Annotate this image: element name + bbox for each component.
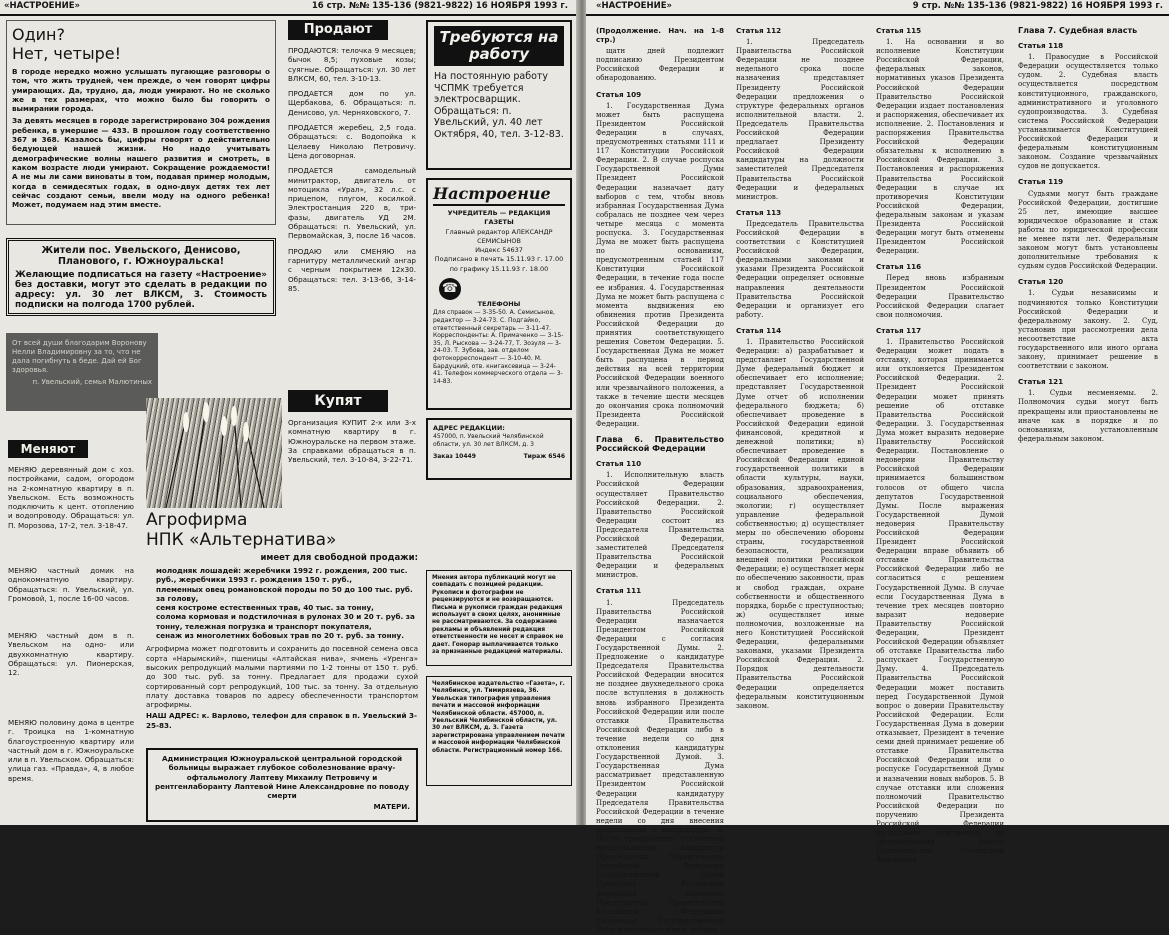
masthead-index: Индекс 54637	[475, 246, 523, 255]
agrofirm-item-3: семя костроме естественных трав, 40 тыс. за тонну,	[156, 603, 374, 613]
article-heading: Статья 119	[1018, 177, 1064, 187]
article-heading: Статья 109	[596, 89, 642, 99]
exchange-ad-text: МЕНЯЮ деревянный дом с хоз. постройками, садом, огородом на 2-комнатную квартиру в п. Увельском. Есть возможность подключить к цент. отоплению и водопроводу. Обращаться: ул. П. Морозова, 17-2, тел. 3-18-47.	[8, 465, 134, 530]
jobs-heading-text: Требуются на работу	[439, 28, 559, 63]
exchange-ad-3	[8, 631, 134, 679]
agrofirm-title-2: НПК «Альтернатива»	[146, 530, 337, 550]
left-header	[0, 0, 578, 16]
chapter-heading: Глава 7. Судебная власть	[1018, 26, 1138, 35]
buy-heading-text: Купят	[314, 393, 362, 409]
masthead-signed-2: по графику 15.11.93 г. 18.00	[449, 264, 549, 273]
right-header-section: «НАСТРОЕНИЕ»	[596, 1, 673, 11]
article-text: 1. На основании и во исполнение Конституции Российской Федерации, федеральных законов, нормативных указов Президента Российской Федерации Правительство Российской Федерации издает постановления и распоряжения, обеспечивает их исполнение. 2. Постановления и распоряжения Правительства Российской Федерации обязательны к исполнению в Российской Федерации. 3. Постановления и распоряжения Правительства Российской Федерации в случае их противоречия Конституции Российской Федерации, федеральным законам и указам Президента Российской Федерации могут быть отменены Президентом Российской Федерации.	[876, 38, 1004, 256]
agrofirm-item-4: солома кормовая и подстилочная в рулонах 30 и 20 т. руб. за тонну, тележная погрузка и транспорт покупателя,	[156, 612, 415, 631]
article-heading: Статья 110	[596, 459, 642, 469]
article-text: 1. Правительство Российской Федерации: а) разрабатывает и представляет Государственной Думе федеральный бюджет и обеспечивает его исполнение; представляет Государственной Думе отчет об исполнении федерального бюджета; б) обеспечивает проведение в Российской Федерации единой финансовой, кредитной и денежной политики; в) обеспечивает проведение в Российской Федерации единой государственной политики в области культуры, науки, образования, здравоохранения, социального обеспечения, экологии; г) осуществляет управление федеральной собственностью; д) осуществляет меры по обеспечению обороны страны, государственной безопасности, реализации внешней политики Российской Федерации; е) осуществляет меры по обеспечению законности, прав и свобод граждан, охране собственности и общественного порядка, борьбе с преступностью; ж) осуществляет иные полномочия, возложенные на него Конституцией Российской Федерации, федеральными законами, указами Президента Российской Федерации. 2. Порядок деятельности Правительства Российской Федерации определяется федеральным конституционным законом.	[736, 338, 864, 710]
hospital-condolence	[146, 748, 418, 822]
condolence-body: От всей души благодарим Воронову Нелли Владимировну за то, что не дала погибнуть в беде. Дай ей Бог здоровья.	[12, 339, 147, 374]
exchange-ad-4	[8, 718, 134, 818]
article-heading: Статья 113	[736, 207, 782, 217]
article-text: Председатель Правительства Российской Федерации в соответствии с Конституцией Российской Федерации, федеральными законами и указами Президента Российской Федерации определяет основные направления деятельности Правительства Российской Федерации и организует его работу.	[736, 219, 864, 319]
agrofirm-item-5: сенаж из многолетних бобовых трав по 20 т. руб. за тонну.	[156, 631, 404, 641]
article-heading: Статья 114	[736, 325, 782, 335]
jobs-body: На постоянную работу ЧСПМК требуется электросварщик. Обращаться: п. Увельский, ул. 40 лет Октября, 40, тел. 3-12-83.	[434, 71, 564, 140]
demography-lead: В городе нередко можно услышать пугающие разговоры о том, что жить трудней, чем прежде, о чем говорят цифры умирающих. Да, трудно, да, люди умирают. Но не сколько же в тех размерах, что можно было бы говорить о вымирании города.	[12, 67, 270, 114]
article-heading: Статья 116	[876, 262, 922, 272]
subscription-body: Желающие подписаться на газету «Настроение» без доставки, могут это сделать в редакции по адресу: ул. 30 лет ВЛКСМ, 3. Стоимость подписки на полгода 1700 рублей.	[15, 270, 267, 310]
address-order: Заказ 10449	[433, 453, 476, 461]
subscription-title: Жители пос. Увельского, Денисово, Планового, г. Южноуральска!	[41, 245, 241, 267]
hospital-body: Администрация Южноуральской центральной городской больницы выражает глубокое соболезнование врачу-офтальмологу Лаптеву Михаилу Петровичу и рентгенлаборанту Лаптевой Нине Александровне по поводу смерти	[154, 754, 410, 801]
address-box	[426, 418, 572, 480]
address-body: 457000, п. Увельский Челябинской области, ул. 30 лет ВЛКСМ, д. 3	[433, 433, 544, 448]
article-heading: Статья 118	[1018, 41, 1064, 51]
article-heading: Статья 121	[1018, 377, 1064, 387]
jobs-ad	[426, 20, 572, 170]
hospital-sign: МАТЕРИ.	[373, 802, 410, 812]
masthead-phones-title: ТЕЛЕФОНЫ	[477, 300, 521, 309]
jobs-heading	[434, 26, 564, 66]
sell-ads	[288, 46, 416, 346]
sell-heading-text: Продают	[303, 22, 373, 37]
subscription-box	[6, 238, 276, 316]
printer-text: Челябинское издательство «Газета», г. Челябинск, ул. Тимирязева, 36. Увельская типография управления печати и массовой информации Челябинской области. 457000, п. Увельский Челябинской области, ул. 30 лет ВЛКСМ, д. 3. Газета зарегистрирована управлением печати и массовой информации Челябинской области. Регистрационный номер 166.	[432, 681, 565, 754]
demography-body: За девять месяцев в городе зарегистрировано 304 рождения ребенка, в умершие — 433. В прошлом году соответственно 367 и 368. Казалось бы, цифры говорят о действительно бедующей нашей жизни. Но надо учитывать демографические волны нашего развития и смотреть, в каком возрасте люди умирают. Сокращение рождаемости! А не мы ли сами виноваты в том, подавая пример молодым, когда в семидесятых годах, в одно-двух детях тех лет сейчас создают семьи, ввели моду на одного ребенка! Может, подумаем над этим вместе.	[12, 116, 270, 210]
right-header-issue: 9 стр. №№ 135-136 (9821-9822) 16 НОЯБРЯ 1993 г.	[912, 1, 1163, 11]
article-heading: Статья 111	[596, 586, 642, 596]
exchange-ad-2	[8, 566, 134, 624]
sell-ad-1: ПРОДАЮТСЯ: телочка 9 месяцев; бычок 8,5; пуховые козы; суягные. Обращаться: ул. 30 лет ВЛКСМ, 60, тел. 3-10-13.	[288, 46, 416, 83]
article-text: 1. Правосудие в Российской Федерации осуществляется только судом. 2. Судебная власть осуществляется посредством конституционного, гражданского, административного и уголовного судопроизводства. 3. Судебная система Российской Федерации устанавливается Конституцией Российской Федерации и федеральным конституционным законом. Создание чрезвычайных судов не допускается.	[1018, 53, 1158, 171]
disclaimer-box	[426, 570, 572, 666]
article-text: 1. Председатель Правительства Российской Федерации назначается Президентом Российской Федерации с согласия Государственной Думы. 2. Предложение о кандидатуре Председателя Правительства Российской Федерации вносится не позднее двухнедельного срока после вступления в должность вновь избранного Президента Российской Федерации или после отставки Правительства Российской Федерации либо в течение недели со дня отклонения кандидатуры Государственной Думой. 3. Государственная Дума рассматривает представленную Президентом Российской Федерации кандидатуру Председателя Правительства Российской Федерации в течение недели со дня внесения предложения о кандидатуре. 4. После трехкратного отклонения представленных кандидатур Председателя Правительства Российской Федерации Государственной Думой Президент Российской Федерации назначает Председателя Правительства Российской Федерации, распускает Государственную Думу и назначает новые выборы.	[596, 598, 724, 934]
demography-article	[6, 20, 276, 225]
constitution-continuation: (Продолжение. Нач. на 1-8 стр.)	[596, 26, 724, 45]
article-text: 1. Председатель Правительства Российской Федерации не позднее недельного срока после назначения представляет Президенту Российской Федерации предложения о структуре федеральных органов исполнительной власти. 2. Председатель Правительства Российской Федерации предлагает Президенту Российской Федерации кандидатуры на должности заместителей Председателя Правительства Российской Федерации и федеральных министров.	[736, 38, 864, 201]
exchange-ad-1	[8, 465, 134, 555]
article-heading: Статья 120	[1018, 277, 1064, 287]
right-page	[586, 0, 1169, 934]
exchange-ad-text: МЕНЯЮ частный домик на однокомнатную квартиру. Обращаться: п. Увельский, ул. Громовой, 1, после 16-00 часов.	[8, 566, 134, 603]
printer-box	[426, 676, 572, 786]
article-text: Перед вновь избранным Президентом Российской Федерации Правительство Российской Федерации слагает свои полномочия.	[876, 274, 1004, 319]
telephone-icon: ☎	[439, 278, 461, 300]
sell-heading	[288, 20, 388, 40]
masthead-title: Настроение	[433, 184, 565, 206]
exchange-heading-text: Меняют	[20, 442, 76, 456]
chapter-heading: Глава 6. Правительство Российской Федерации	[596, 435, 724, 454]
article-text: 1. Государственная Дума может быть распущена Президентом Российской Федерации в случаях, предусмотренных статьями 111 и 117 Конституции Российской Федерации. 2. В случае роспуска Государственной Думы Президент Российской Федерации назначает дату выборов с тем, чтобы вновь избранная Государственная Дума собралась не позднее чем через четыре месяца с момента роспуска. 3. Государственная Дума не может быть распущена по основаниям, предусмотренным статьей 117 Конституции Российской Федерации, в течение года после ее избрания. 4. Государственная Дума не может быть распущена с момента выдвижения ею обвинения против Президента Российской Федерации до принятия соответствующего решения Советом Федерации. 5. Государственная Дума не может быть распущена в период действия на всей территории Российской Федерации военного или чрезвычайного положения, а также в течение шести месяцев до окончания срока полномочий Президента Российской Федерации.	[596, 101, 724, 428]
sell-ad-2: ПРОДАЕТСЯ дом по ул. Щербакова, 6. Обращаться: п. Денисово, ул. Черняховского, 7.	[288, 89, 416, 117]
article-heading: Статья 115	[876, 26, 922, 35]
agrofirm-subtitle: имеет для свободной продажи:	[260, 553, 418, 563]
disclaimer-text: Мнения автора публикаций могут не совпадать с позицией редакции. Рукописи и фотографии не рецензируются и не возвращаются. Письма и рукописи граждан редакция использует в своих целях, анонимные не рассматриваются. За содержание рекламы и объявлений редакция ответственности не несет и справок не дает. Гонорар выплачивается только за признанные редакцией материалы.	[432, 575, 564, 656]
sell-ad-5: ПРОДАЮ или СМЕНЯЮ на гарнитуру металлический ангар с черным покрытием 12х30. Обращаться: тел. 3-13-66, 3-14-85.	[288, 246, 416, 293]
agrofirm-title-1: Агрофирма	[146, 510, 248, 530]
left-page	[0, 0, 578, 825]
wheat-photo	[146, 398, 282, 508]
constitution-column-2	[736, 20, 864, 820]
article-text: Судьями могут быть граждане Российской Федерации, достигшие 25 лет, имеющие высшее юридическое образование и стаж работы по юридической профессии не менее пяти лет. Федеральным законом могут быть установлены дополнительные требования к судьям судов Российской Федерации.	[1018, 189, 1158, 271]
article-text: 1. Правительство Российской Федерации может подать в отставку, которая принимается или отклоняется Президентом Российской Федерации. 2. Президент Российской Федерации может принять решение об отставке Правительства Российской Федерации. 3. Государственная Дума может выразить недоверие Правительству Российской Федерации. Постановление о недоверии Правительству Российской Федерации принимается большинством голосов от общего числа депутатов Государственной Думы. После выражения Государственной Думой недоверия Правительству Российской Федерации Президент Российской Федерации вправе объявить об отставке Правительства Российской Федерации либо не согласиться с решением Государственной Думы. В случае если Государственная Дума в течение трех месяцев повторно выразит недоверие Правительству Российской Федерации, Президент Российской Федерации объявляет об отставке Правительства либо распускает Государственную Думу. 4. Председатель Правительства Российской Федерации может поставить перед Государственной Думой вопрос о доверии Правительству Российской Федерации. Если Государственная Дума в доверии отказывает, Президент в течение семи дней принимает решение об отставке Правительства Российской Федерации или о роспуске Государственной Думы и назначении новых выборов. 5. В случае отставки или сложения полномочий Правительство Российской Федерации по поручению Президента Российской Федерации продолжает действовать до сформирования нового Правительства Российской Федерации.	[876, 338, 1004, 865]
condolence-box	[6, 333, 158, 411]
exchange-ad-text: МЕНЯЮ частный дом в п. Увельском на одно- или двухкомнатную квартиру. Обращаться: ул. Пионерская, 12.	[8, 631, 134, 678]
agrofirm-item-1: молодняк лошадей: жеребчики 1992 г. рождения, 200 тыс. руб., жеребчики 1993 г. рождения 150 т. руб.,	[156, 566, 408, 585]
agrofirm-address: НАШ АДРЕС: к. Варлово, телефон для справок в п. Увельский 3-25-83.	[146, 711, 417, 730]
buy-ad-1: Организация КУПИТ 2-х или 3-х комнатную квартиру в г. Южноуральске на первом этаже. За справками обращаться в п. Увельский, тел. 3-10-84, 3-22-71.	[288, 418, 416, 465]
article-heading: Статья 117	[876, 325, 922, 335]
masthead-editor: Главный редактор АЛЕКСАНДР СЕМИСЫНОВ	[445, 227, 553, 245]
left-header-section: «НАСТРОЕНИЕ»	[4, 1, 81, 11]
article-text: 1. Исполнительную власть Российской Федерации осуществляет Правительство Российской Федерации. 2. Правительство Российской Федерации состоит из Председателя Правительства Российской Федерации, заместителей Председателя Правительства Российской Федерации и федеральных министров.	[596, 471, 724, 580]
agrofirm-body: Агрофирма может подготовить и сохранить до посевной семена овса сорта «Нарымский», пшеницы «Алтайская нива», ячмень «Уренга» высоких репродукций малыми партиями по 1-2 тонны от 150 т. руб. до 300 тыс. руб. за тонну. Предлагает для продажи сухой сортированный сорт репродукций, 100 тыс. за тонну. За отдельную плату доставка товаров по адресу обеспеченности транспортом агрофирмы.	[146, 644, 418, 710]
masthead-box	[426, 178, 572, 410]
exchange-heading	[8, 440, 88, 458]
article-text: 1. Судьи несменяемы. 2. Полномочия судьи могут быть прекращены или приостановлены не иначе как в порядке и по основаниям, установленным федеральным законом.	[1018, 389, 1158, 443]
agrofirm-item-2: племенных овец романовской породы по 50 до 100 тыс. руб. за голову,	[156, 584, 413, 603]
exchange-ad-text: МЕНЯЮ половину дома в центре г. Троицка на 1-комнатную благоустроенную квартиру или частный дом в г. Южноуральске или в п. Увельском. Обращаться: улица газ. «Правда», 4, в любое время.	[8, 718, 134, 783]
demography-title-2: Нет, четыре!	[12, 44, 122, 63]
sell-ad-4: ПРОДАЕТСЯ самодельный минитрактор, двигатель от мотоцикла «Урал», 32 л.с. с прицепом, плугом, косилкой. Электростанция 220 в, три-фазы, двигатель УД 2М. Обращаться: п. Увельский, ул. Первомайская, 3, после 16 часов.	[288, 166, 416, 241]
article-heading: Статья 112	[736, 26, 782, 35]
demography-title-1: Один?	[12, 25, 66, 44]
article-text: 1. Судьи независимы и подчиняются только Конституции Российской Федерации и федеральному закону. 2. Суд, установив при рассмотрении дела несоответствие акта государственного или иного органа закону, принимает решение в соответствии с законом.	[1018, 289, 1158, 371]
masthead-signed-1: Подписано в печать 15.11.93 г. 17.00	[434, 255, 564, 264]
constitution-intro: щатн дней подлежит подписанию Президентом Российской Федерации и обнародованию.	[596, 47, 724, 83]
constitution-column-1	[596, 20, 724, 934]
sell-ad-3: ПРОДАЕТСЯ жеребец, 2,5 года. Обращаться: с. Водопойка к Целаеву Николаю Петровичу. Цена договорная.	[288, 123, 416, 160]
right-header	[586, 0, 1169, 16]
condolence-sign: п. Увельский, семья Малютиных	[32, 378, 152, 386]
constitution-column-3	[876, 20, 1004, 865]
masthead-founder: УЧРЕДИТЕЛЬ — РЕДАКЦИЯ ГАЗЕТЫ	[447, 209, 551, 227]
address-run: Тираж 6546	[523, 453, 565, 461]
address-title: АДРЕС РЕДАКЦИИ:	[433, 424, 505, 432]
left-header-issue: 16 стр. №№ 135-136 (9821-9822) 16 НОЯБРЯ 1993 г.	[311, 1, 568, 11]
constitution-column-4	[1018, 20, 1158, 820]
masthead-phones: Для справок — 3-35-50. А. Семисынов, редактор — 3-24-73. С. Подгайко, ответственный секретарь — 3-11-47. Корреспонденты: А. Примаченко — 3-15-35, Л. Рыскова — 3-24-77, Т. Зозуля — 3-24-03. Т. Зубова, зав. отделом фотокорреспондент — 3-10-40. М. Бардуцкий, отв. книгаксевица — 3-24-41. Телефон коммерческого отдела — 3-14-83.	[433, 309, 564, 385]
wheat-ears-icon	[146, 398, 282, 508]
